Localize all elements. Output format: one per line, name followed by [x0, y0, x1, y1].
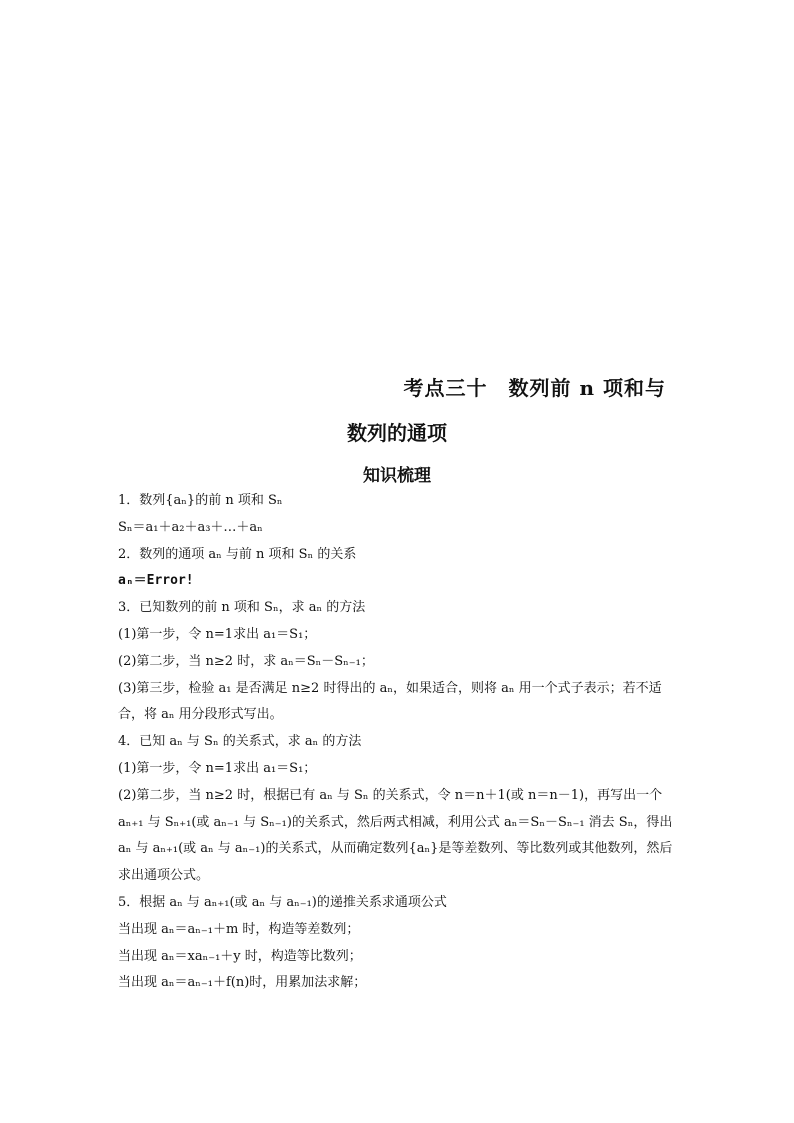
text-line: 当出现 aₙ＝aₙ₋₁＋f(n)时，用累加法求解；: [118, 975, 367, 991]
section-heading: 知识梳理: [363, 466, 431, 486]
title-line-1: 考点三十 数列前 n 项和与: [403, 376, 666, 400]
text-line: 3．已知数列的前 n 项和 Sₙ，求 aₙ 的方法: [118, 600, 366, 616]
text-line: 1．数列{aₙ}的前 n 项和 Sₙ: [118, 493, 283, 508]
text-line: 当出现 aₙ＝xaₙ₋₁＋y 时，构造等比数列；: [118, 948, 362, 964]
text-paragraph: (3)第三步，检验 a₁ 是否满足 n≥2 时得出的 aₙ，如果适合，则将 aₙ 用一个式子表示；若不适合，将 aₙ 用分段形式写出。: [118, 680, 662, 723]
error-field: aₙ＝Error!: [118, 573, 194, 589]
text-paragraph: (2)第二步，当 n≥2 时，根据已有 aₙ 与 Sₙ 的关系式，令 n＝n＋1(或 n＝n－1)，再写出一个 aₙ₊₁ 与 Sₙ₊₁(或 aₙ₋₁ 与 Sₙ₋₁)的关系式，然后两式相减，利用公式 aₙ＝Sₙ－Sₙ₋₁ 消去 Sₙ，得出 aₙ 与 aₙ₊₁(或 aₙ 与 aₙ₋₁)的关系式，从而确定数列{aₙ}是等差数列、等比数列或其他数列，然后求出通项公式。: [118, 787, 673, 884]
title-line-2: [0, 417, 794, 446]
text-line: 2．数列的通项 aₙ 与前 n 项和 Sₙ 的关系: [118, 546, 357, 562]
text-line: (1)第一步，令 n=1求出 a₁＝S₁；: [118, 626, 317, 642]
text-line: Sₙ＝a₁＋a₂＋a₃＋…＋aₙ: [118, 519, 263, 535]
text-line: 4．已知 aₙ 与 Sₙ 的关系式，求 aₙ 的方法: [118, 734, 362, 750]
text-line: 当出现 aₙ＝aₙ₋₁＋m 时，构造等差数列；: [118, 921, 360, 937]
text-line: 5．根据 aₙ 与 aₙ₊₁(或 aₙ 与 aₙ₋₁)的递推关系求通项公式: [118, 894, 447, 910]
text-line: (2)第二步，当 n≥2 时，求 aₙ＝Sₙ－Sₙ₋₁；: [118, 653, 374, 669]
title-line-2-text: 数列的通项: [347, 421, 447, 445]
document-body: [118, 488, 678, 997]
text-line: (1)第一步，令 n=1求出 a₁＝S₁；: [118, 760, 317, 776]
